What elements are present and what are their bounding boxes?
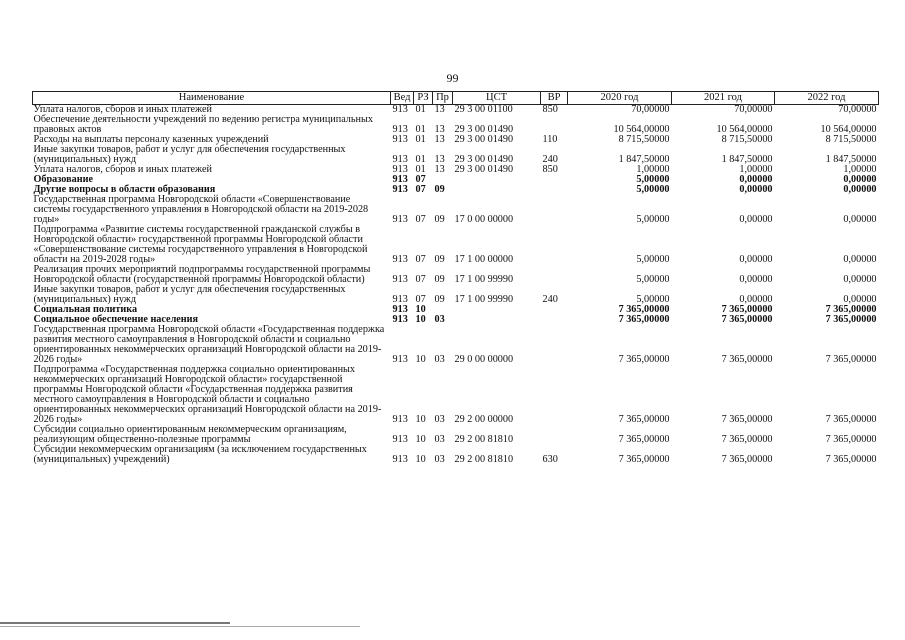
cell-rz: 10 [415,434,426,445]
cell-2022: 1 847,50000 [825,154,877,165]
cell-rz: 10 [415,304,426,315]
cell-2020: 7 365,00000 [618,434,670,445]
cell-2022: 0,00000 [843,174,877,185]
cell-2020: 5,00000 [636,254,670,265]
cell-vr [541,225,568,265]
cell-vr [541,175,568,185]
cell-ved: 913 [392,154,408,165]
cell-2021: 1 847,50000 [721,154,773,165]
table-row [33,145,879,165]
header-pr: Пр [433,92,453,105]
page-number: 99 [446,71,459,85]
cell-2021: 70,00000 [734,104,773,115]
cell-2022: 7 365,00000 [825,454,877,465]
header-rz: РЗ [414,92,433,105]
cell-2022: 70,00000 [838,104,877,115]
cell-cst: 17 0 00 00000 [454,214,514,225]
cell-rz: 01 [415,124,426,135]
cell-vr [541,265,568,285]
cell-2020: 5,00000 [636,294,670,305]
cell-rz: 07 [415,274,426,285]
cell-rz: 10 [415,454,426,465]
cell-ved: 913 [392,304,408,315]
cell-2022: 1,00000 [843,164,877,175]
table-body [33,105,879,466]
cell-name: Субсидии социально ориентированным некоммерческим организациям, реализующим общественно-полезные программы [33,424,347,445]
table-row [33,285,879,305]
cell-name: Государственная программа Новгородской области «Совершенствование системы государственного управления в Новгородской области на 2019-2028 годы» [33,194,369,225]
cell-pr: 03 [434,414,445,425]
cell-pr: 09 [434,294,445,305]
cell-2021: 7 365,00000 [721,304,773,315]
cell-pr: 13 [434,124,445,135]
cell-2022: 8 715,50000 [825,134,877,145]
cell-2021: 0,00000 [739,174,773,185]
cell-2021: 8 715,50000 [721,134,773,145]
table-row [33,425,879,445]
cell-ved: 913 [392,294,408,305]
cell-ved: 913 [392,434,408,445]
budget-table [32,91,879,465]
table-row [33,115,879,135]
cell-2022: 0,00000 [843,274,877,285]
cell-rz: 07 [415,214,426,225]
cell-vr: 630 [542,454,558,465]
cell-pr: 13 [434,134,445,145]
cell-2021: 0,00000 [739,184,773,195]
cell-2020: 5,00000 [636,184,670,195]
cell-2022: 0,00000 [843,214,877,225]
table-row [33,445,879,465]
cell-name: Подпрограмма «Развитие системы государственной гражданской службы в Новгородской области» государственной программы Новгородской области «Совершенствование системы государственного управления в Новгородской области на 2019-2028 годы» [33,224,368,265]
cell-vr [541,195,568,225]
cell-cst: 29 3 00 01490 [454,134,514,145]
cell-pr: 03 [434,434,445,445]
cell-name: Уплата налогов, сборов и иных платежей [33,164,212,175]
cell-2022: 0,00000 [843,184,877,195]
table-row [33,365,879,425]
cell-2020: 1 847,50000 [618,154,670,165]
header-2020: 2020 год [568,92,672,105]
cell-2021: 1,00000 [739,164,773,175]
cell-2022: 7 365,00000 [825,354,877,365]
cell-ved: 913 [392,104,408,115]
cell-cst: 29 2 00 81810 [454,434,514,445]
cell-name: Государственная программа Новгородской области «Государственная поддержка развития местного самоуправления в Новгородской области и социально ориентированных некоммерческих организаций Новгородской области на 2019-2026 годы» [33,324,385,365]
cell-2022: 7 365,00000 [825,434,877,445]
cell-2020: 5,00000 [636,174,670,185]
cell-rz: 07 [415,174,426,185]
cell-rz: 07 [415,294,426,305]
cell-vr: 240 [542,154,558,165]
cell-pr: 09 [434,254,445,265]
cell-vr: 850 [542,164,558,175]
cell-2020: 1,00000 [636,164,670,175]
cell-cst [453,175,541,185]
cell-rz: 07 [415,254,426,265]
cell-rz: 01 [415,134,426,145]
cell-2020: 5,00000 [636,274,670,285]
cell-vr: 240 [542,294,558,305]
cell-ved: 913 [392,354,408,365]
cell-name: Реализация прочих мероприятий подпрограммы государственной программы Новгородской области (государственной программы Новгородской области) [33,264,371,285]
cell-2020: 70,00000 [631,104,670,115]
header-ved: Вед [391,92,414,105]
cell-2021: 0,00000 [739,214,773,225]
cell-rz: 10 [415,414,426,425]
cell-cst: 17 1 00 99990 [454,294,514,305]
cell-2020: 7 365,00000 [618,314,670,325]
cell-2022: 7 365,00000 [825,304,877,315]
cell-2021: 7 365,00000 [721,454,773,465]
cell-rz: 10 [415,314,426,325]
cell-name: Другие вопросы в области образования [33,184,216,195]
cell-ved: 913 [392,134,408,145]
cell-name: Субсидии некоммерческим организациям (за исключением государственных (муниципальных) учреждений) [33,444,367,465]
cell-cst: 29 2 00 81810 [454,454,514,465]
cell-cst: 17 1 00 99990 [454,274,514,285]
cell-pr: 09 [434,184,445,195]
cell-cst [453,185,541,195]
cell-rz: 07 [415,184,426,195]
cell-vr [541,115,568,135]
cell-pr: 13 [434,164,445,175]
cell-2020: 5,00000 [636,214,670,225]
cell-vr: 850 [542,104,558,115]
cell-ved: 913 [392,314,408,325]
cell-ved: 913 [392,414,408,425]
cell-2020: 7 365,00000 [618,414,670,425]
cell-cst: 29 0 00 00000 [454,354,514,365]
cell-vr [541,365,568,425]
cell-pr: 03 [434,454,445,465]
cell-pr: 09 [434,214,445,225]
cell-2020: 7 365,00000 [618,354,670,365]
cell-2020: 8 715,50000 [618,134,670,145]
cell-2022: 0,00000 [843,294,877,305]
cell-2021: 7 365,00000 [721,434,773,445]
cell-rz: 10 [415,354,426,365]
cell-cst [453,305,541,315]
cell-2022: 7 365,00000 [825,414,877,425]
header-2022: 2022 год [775,92,879,105]
cell-2020: 10 564,00000 [613,124,670,135]
cell-cst: 29 3 00 01490 [454,154,514,165]
cell-2022: 10 564,00000 [820,124,877,135]
cell-vr [541,325,568,365]
cell-name: Подпрограмма «Государственная поддержка социально ориентированных некоммерческих организаций Новгородской области» государственной программы Новгородской области «Государственная поддержка развития местного самоуправления в Новгородской области и социально ориентированных некоммерческих организаций Новгородской области на 2019-2026 годы» [33,364,382,425]
cell-ved: 913 [392,274,408,285]
cell-ved: 913 [392,254,408,265]
cell-pr: 09 [434,274,445,285]
cell-vr: 110 [542,134,558,145]
cell-cst: 29 3 00 01100 [454,104,513,115]
cell-name: Обеспечение деятельности учреждений по ведению регистра муниципальных правовых актов [33,114,373,135]
footer-divider [0,622,230,624]
cell-rz: 01 [415,164,426,175]
cell-name: Социальное обеспечение населения [33,314,199,325]
cell-2022: 0,00000 [843,254,877,265]
cell-ved: 913 [392,124,408,135]
cell-ved: 913 [392,164,408,175]
cell-name: Социальная политика [33,304,138,315]
cell-rz: 01 [415,104,426,115]
cell-pr: 13 [434,154,445,165]
cell-ved: 913 [392,184,408,195]
header-cst: ЦСТ [453,92,541,105]
footer-divider-thin [0,626,360,627]
cell-name: Уплата налогов, сборов и иных платежей [33,104,212,115]
cell-vr [541,185,568,195]
cell-cst [453,315,541,325]
cell-2021: 7 365,00000 [721,314,773,325]
cell-name: Иные закупки товаров, работ и услуг для обеспечения государственных (муниципальных) нужд [33,144,346,165]
table-row [33,265,879,285]
cell-cst: 17 1 00 00000 [454,254,514,265]
header-name: Наименование [33,92,391,105]
cell-2021: 0,00000 [739,254,773,265]
cell-ved: 913 [392,174,408,185]
cell-ved: 913 [392,454,408,465]
cell-rz: 01 [415,154,426,165]
cell-name: Иные закупки товаров, работ и услуг для обеспечения государственных (муниципальных) нужд [33,284,346,305]
cell-cst: 29 3 00 01490 [454,124,514,135]
table-row [33,225,879,265]
cell-vr [541,315,568,325]
cell-2021: 7 365,00000 [721,414,773,425]
header-2021: 2021 год [672,92,775,105]
cell-2021: 10 564,00000 [716,124,773,135]
table-row [33,195,879,225]
cell-2021: 0,00000 [739,294,773,305]
table-header-row [33,92,879,105]
cell-name: Расходы на выплаты персоналу казенных учреждений [33,134,269,145]
cell-pr: 03 [434,354,445,365]
header-vr: ВР [541,92,568,105]
cell-vr [541,425,568,445]
table-row [33,325,879,365]
cell-cst: 29 2 00 00000 [454,414,514,425]
cell-2021: 7 365,00000 [721,354,773,365]
cell-vr [541,305,568,315]
cell-pr: 03 [434,314,445,325]
cell-2020: 7 365,00000 [618,304,670,315]
cell-ved: 913 [392,214,408,225]
cell-2020: 7 365,00000 [618,454,670,465]
cell-pr: 13 [434,104,445,115]
cell-2021: 0,00000 [739,274,773,285]
cell-2022: 7 365,00000 [825,314,877,325]
cell-name: Образование [33,174,94,185]
cell-cst: 29 3 00 01490 [454,164,514,175]
